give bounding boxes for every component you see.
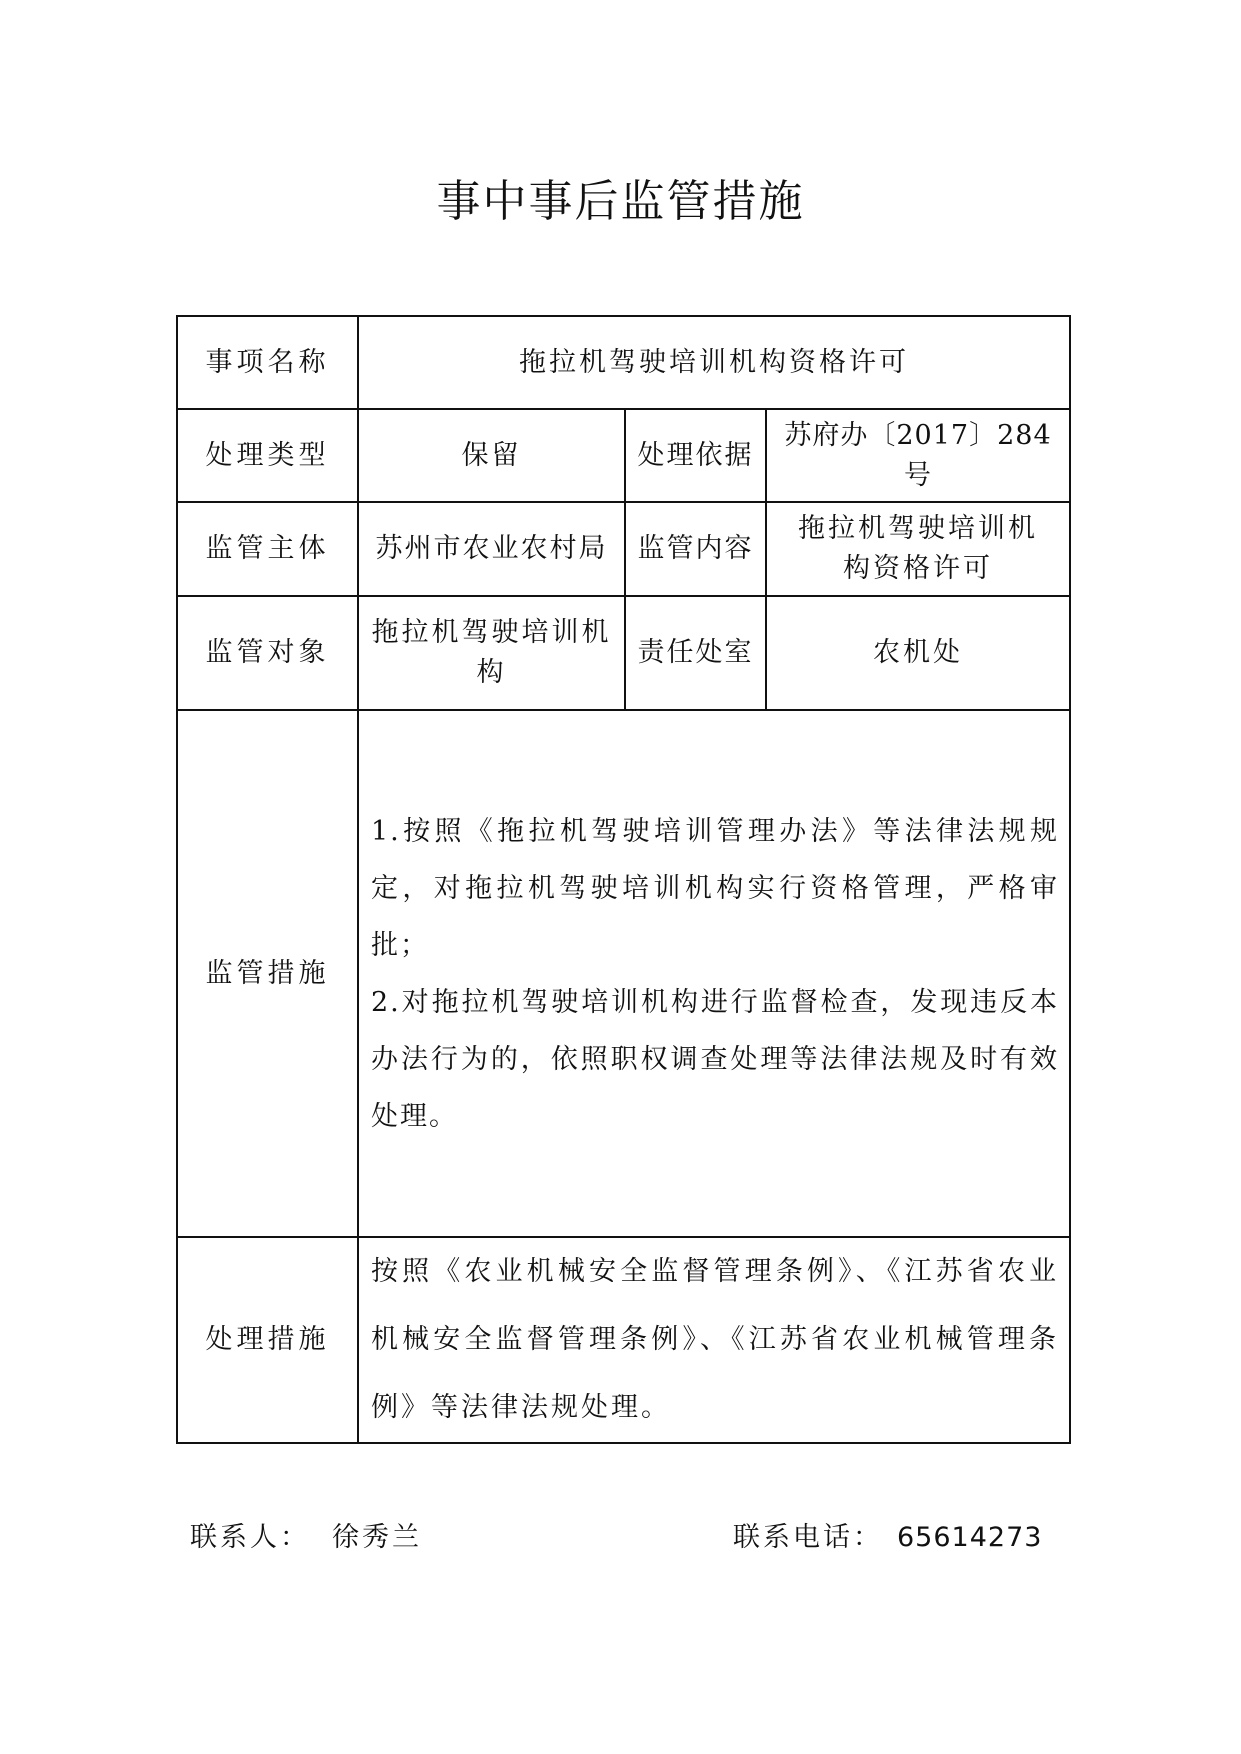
supervision-content-value: 拖拉机驾驶培训机构资格许可	[766, 502, 1070, 596]
process-type-value: 保留	[358, 409, 625, 502]
measure-item: 1.按照《拖拉机驾驶培训管理办法》等法律法规规定，对拖拉机驾驶培训机构实行资格管理，严格审批；	[371, 815, 1060, 961]
row-handling-measures	[177, 1237, 1070, 1443]
contact-label: 联系人：	[190, 1522, 310, 1553]
supervision-measures-value	[358, 710, 1070, 1237]
supervision-table	[176, 315, 1071, 1444]
handling-measures-value: 按照《农业机械安全监督管理条例》、《江苏省农业机械安全监督管理条例》、《江苏省农业机械管理条例》等法律法规处理。	[358, 1237, 1070, 1443]
row-supervision-measures	[177, 710, 1070, 1237]
process-basis-label: 处理依据	[625, 409, 766, 502]
responsible-office-value: 农机处	[766, 596, 1070, 710]
row-item-name	[177, 316, 1070, 409]
supervision-measures-label: 监管措施	[177, 710, 358, 1237]
page-title: 事中事后监管措施	[436, 176, 805, 227]
process-type-label: 处理类型	[177, 409, 358, 502]
measure-item: 2.对拖拉机驾驶培训机构进行监督检查，发现违反本办法行为的，依照职权调查处理等法律法规及时有效处理。	[371, 986, 1060, 1132]
row-object	[177, 596, 1070, 710]
item-name-label: 事项名称	[177, 316, 358, 409]
supervision-content-label: 监管内容	[625, 502, 766, 596]
responsible-office-label: 责任处室	[625, 596, 766, 710]
item-name-value: 拖拉机驾驶培训机构资格许可	[358, 316, 1070, 409]
supervision-object-value: 拖拉机驾驶培训机构	[358, 596, 625, 710]
phone-number: 65614273	[897, 1522, 1043, 1553]
row-process	[177, 409, 1070, 502]
handling-measures-label: 处理措施	[177, 1237, 358, 1443]
supervision-object-label: 监管对象	[177, 596, 358, 710]
supervisor-label: 监管主体	[177, 502, 358, 596]
contact-name: 徐秀兰	[332, 1522, 422, 1553]
process-basis-value: 苏府办〔2017〕284号	[766, 409, 1070, 502]
phone-label: 联系电话：	[733, 1522, 883, 1553]
contact-person	[190, 1518, 422, 1558]
supervisor-value: 苏州市农业农村局	[358, 502, 625, 596]
contact-phone	[733, 1518, 1042, 1558]
row-supervisor	[177, 502, 1070, 596]
